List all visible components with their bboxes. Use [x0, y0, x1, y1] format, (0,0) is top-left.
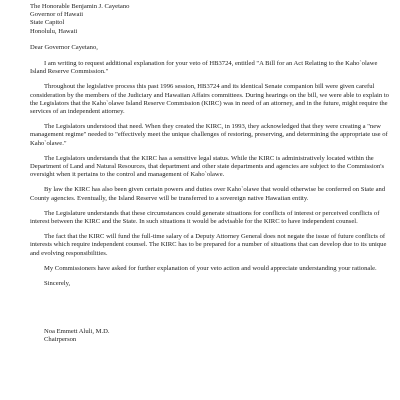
recipient-title: Governor of Hawaii	[30, 11, 84, 19]
salutation: Dear Governor Cayetano,	[30, 43, 98, 51]
recipient-name: The Honorable Benjamin J. Cayetano	[30, 3, 130, 10]
paragraph-7: The fact that the KIRC will fund the full-time salary of a Deputy Attorney General does not negate the issue of future conflicts of interests which require independent counsel. The KIRC has to be prepared for a number of situations that can develop due to its unique and evolving responsibilities.	[30, 233, 387, 257]
paragraph-3: The Legislators understood that need. When they created the KIRC, in 1993, they acknowledged that they were creating a "new management regime" needed to "effectively meet the unique challenges of restoring, preserving, and determining the appropriate use of Kaho`olawe."	[30, 123, 388, 147]
paragraph-6: The Legislature understands that these circumstances could generate situations for conflicts of interest or perceived conflicts of interest between the KIRC and the State. In such situations it would be advisable for the KIRC to have independent counsel.	[30, 209, 380, 226]
signature-block	[44, 328, 390, 344]
paragraph-8: My Commissioners have asked for further explanation of your veto action and would appreciate understanding your rationale.	[44, 264, 377, 272]
paragraph-1: I am writing to request additional explanation for your veto of HB3724, entitled "A Bill for an Act Relating to the Kaho`olawe Island Reserve Commission."	[30, 60, 378, 76]
signer-title: Chairperson	[44, 336, 77, 344]
paragraph-4: The Legislators understands that the KIRC has a sensitive legal status. While the KIRC is administratively located within the Department of Land and Natural Resources, that department and other state departments and agencies are subject to the Commission's oversight when it pertains to the control and management of Kaho`olawe.	[30, 154, 385, 179]
signer-name: Noa Emmett Aluli, M.D.	[44, 328, 110, 336]
recipient-address	[30, 3, 390, 36]
closing: Sincerely,	[44, 280, 71, 288]
recipient-building: State Capitol	[30, 19, 65, 27]
recipient-city: Honolulu, Hawaii	[30, 27, 78, 35]
paragraph-5: By law the KIRC has also been given certain powers and duties over Kaho`olawe that would otherwise be conferred on State and County agencies. Eventually, the Island Reserve will be transferred to a sovereign native Hawaiian entity.	[30, 186, 386, 202]
paragraph-2: Throughout the legislative process this past 1996 session, HB3724 and its identical Senate companion bill were given careful consideration by the members of the Judiciary and Hawaiian Affairs committees. During hearings on the bill, we were able to explain to the Legislators that the Kaho`olawe Island Reserve Commission (KIRC) was in need of an attorney, and in the future, might require the services of an independent attorney.	[30, 83, 389, 116]
